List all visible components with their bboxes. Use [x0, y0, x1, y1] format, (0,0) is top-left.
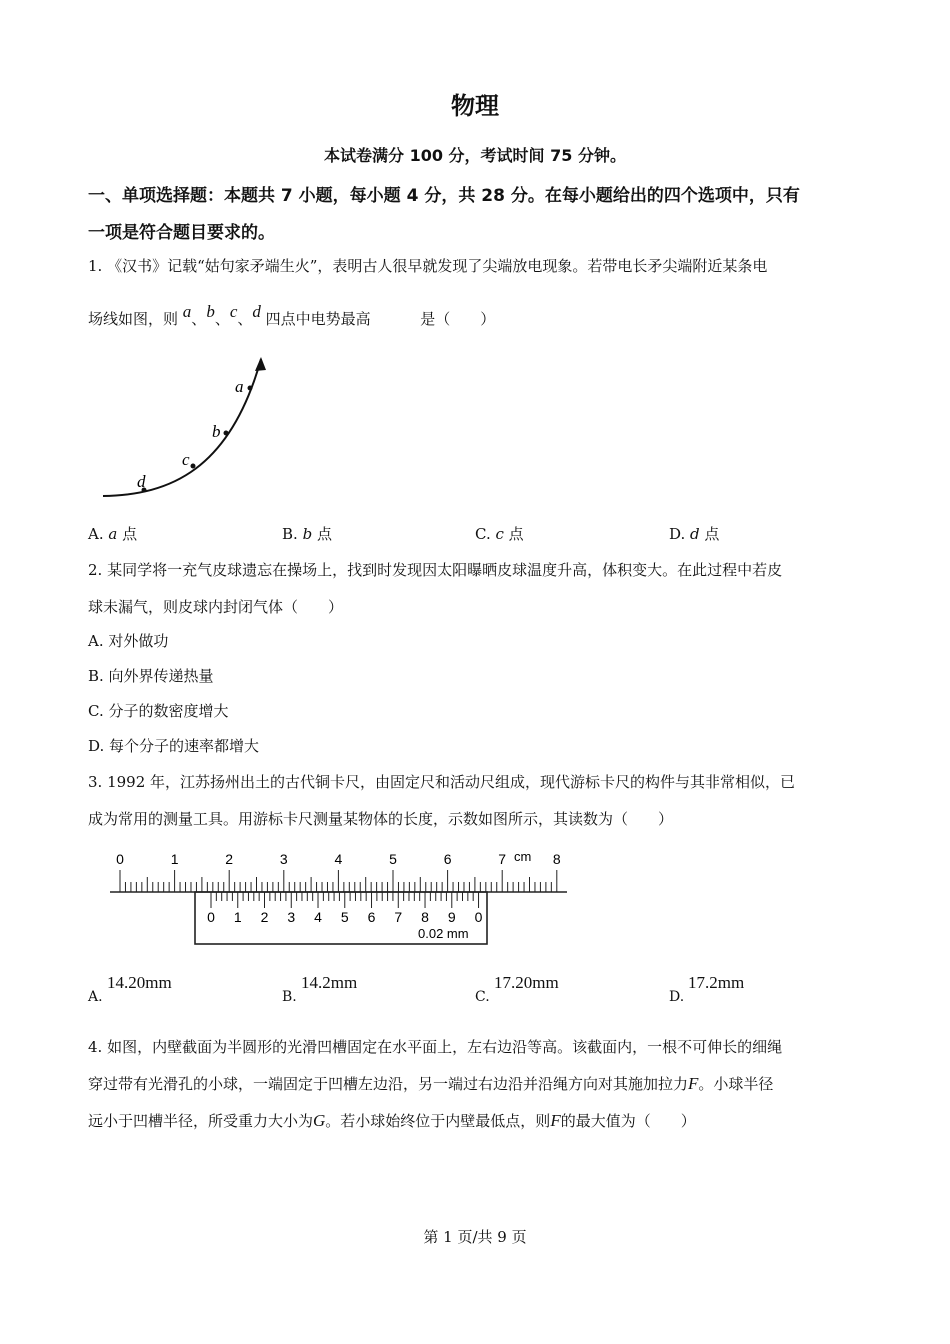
precision-label: 0.02 mm — [418, 926, 469, 941]
label-c: c — [182, 450, 190, 469]
q2-stem-line1: 2. 某同学将一充气皮球遗忘在操场上，找到时发现因太阳曝晒皮球温度升高，体积变大。在此过程中若皮 — [88, 561, 783, 579]
section-heading-line1: 一、单项选择题：本题共 7 小题，每小题 4 分，共 28 分。在每小题给出的四个选项中，只有 — [88, 186, 800, 206]
exam-info: 本试卷满分 100 分，考试时间 75 分钟。 — [324, 146, 626, 165]
label-d: d — [137, 472, 146, 491]
q3-option-d-letter[interactable]: D. — [669, 989, 685, 1005]
q4-text: 的最大值为（ ） — [560, 1112, 696, 1130]
main-tick-label: 3 — [279, 851, 288, 867]
q2-option-a[interactable]: A. 对外做功 — [88, 632, 169, 650]
q1-option-d[interactable] — [669, 523, 719, 544]
page-title: 物理 — [451, 92, 499, 120]
q4-text: 。若小球始终位于内壁最低点，则 — [325, 1112, 551, 1130]
vernier-tick-label: 9 — [447, 909, 456, 925]
q4-stem-line2 — [88, 1073, 773, 1094]
q1-stem-text-a: 场线如图，则 — [88, 310, 179, 328]
q2-option-b[interactable]: B. 向外界传递热量 — [88, 667, 214, 685]
point-b — [224, 431, 229, 436]
main-tick-label: 1 — [170, 851, 179, 867]
q3-option-b-letter[interactable]: B. — [282, 989, 297, 1005]
var-d: d — [252, 302, 261, 321]
vernier-tick-label: 5 — [340, 909, 349, 925]
unit-label: cm — [514, 849, 532, 864]
field-line-figure — [95, 355, 285, 505]
main-tick-label: 7 — [498, 851, 507, 867]
vernier-tick-label: 8 — [421, 909, 429, 925]
q1-option-a[interactable] — [88, 523, 137, 544]
q3-option-d-value: 17.2mm — [688, 973, 745, 992]
q3-stem-line1: 3. 1992 年，江苏扬州出土的古代铜卡尺，由固定尺和活动尺组成，现代游标卡尺的构件与其非常相似，已 — [88, 773, 796, 791]
main-tick-label: 4 — [334, 851, 343, 867]
vernier-tick-label: 0 — [207, 909, 215, 925]
label-b: b — [212, 422, 221, 441]
field-arrow — [255, 357, 266, 371]
q1-stem-line2 — [88, 302, 496, 329]
q3-option-c-letter[interactable]: C. — [475, 989, 490, 1005]
main-scale — [116, 851, 561, 892]
var-b: b — [206, 302, 215, 321]
vernier-tick-label: 6 — [367, 909, 376, 925]
var-F: F — [688, 1074, 699, 1093]
main-tick-label: 5 — [389, 851, 397, 867]
q1-stem-line1: 1. 《汉书》记载“姑句家矛端生火”，表明古人很早就发现了尖端放电现象。若带电长矛尖端附近某条电 — [88, 257, 768, 275]
var-c: c — [229, 302, 238, 321]
vernier-tick-label: 7 — [394, 909, 403, 925]
main-tick-label: 0 — [116, 851, 124, 867]
option-text: 点 — [312, 525, 332, 543]
main-tick-label: 8 — [552, 851, 561, 867]
q1-stem-text-b: 四点中电势最高 — [265, 310, 371, 328]
q2-stem-line2: 球未漏气，则皮球内封闭气体（ ） — [88, 598, 344, 616]
q3-option-a-value: 14.20mm — [107, 973, 172, 992]
q4-stem-line1: 4. 如图，内壁截面为半圆形的光滑凹槽固定在水平面上，左右边沿等高。该截面内，一根不可伸长的细绳 — [88, 1038, 783, 1056]
option-var: d — [690, 525, 700, 543]
q3-option-a-letter[interactable]: A. — [88, 989, 103, 1005]
vernier-tick-label: 2 — [260, 909, 269, 925]
point-a — [248, 386, 253, 391]
var-F: F — [550, 1111, 561, 1130]
option-letter: C. — [475, 525, 496, 543]
q4-text: 。小球半径 — [698, 1075, 774, 1093]
separator: 、 — [191, 310, 207, 328]
point-c — [191, 464, 196, 469]
separator: 、 — [214, 310, 230, 328]
vernier-tick-label: 4 — [314, 909, 322, 925]
option-letter: A. — [88, 525, 109, 543]
separator: 、 — [237, 310, 253, 328]
q3-stem-line2: 成为常用的测量工具。用游标卡尺测量某物体的长度，示数如图所示，其读数为（ ） — [88, 810, 674, 828]
q2-option-c[interactable]: C. 分子的数密度增大 — [88, 702, 229, 720]
main-tick-label: 2 — [225, 851, 234, 867]
main-tick-label: 6 — [443, 851, 452, 867]
option-text: 点 — [117, 525, 138, 543]
var-G: G — [313, 1111, 326, 1130]
option-text: 点 — [503, 525, 524, 543]
vernier-tick-label: 1 — [233, 909, 242, 925]
page-footer: 第 1 页/共 9 页 — [423, 1228, 527, 1246]
var-a: a — [182, 302, 192, 321]
option-var: b — [302, 525, 313, 543]
q3-option-b-value: 14.2mm — [301, 973, 358, 992]
vernier-scale — [207, 892, 483, 925]
q1-option-b[interactable] — [282, 523, 332, 544]
option-var: a — [108, 525, 118, 543]
option-var: c — [495, 525, 504, 543]
q1-stem-text-c: 是（ ） — [420, 310, 496, 328]
q4-stem-line3 — [88, 1110, 696, 1131]
option-text: 点 — [699, 525, 720, 543]
option-letter: B. — [282, 525, 303, 543]
option-letter: D. — [669, 525, 691, 543]
q2-option-d[interactable]: D. 每个分子的速率都增大 — [88, 737, 260, 755]
q4-text: 穿过带有光滑孔的小球，一端固定于凹槽左边沿，另一端过右边沿并沿绳方向对其施加拉力 — [88, 1075, 689, 1093]
vernier-tick-label: 3 — [287, 909, 296, 925]
section-heading-line2: 一项是符合题目要求的。 — [88, 223, 275, 243]
label-a: a — [235, 377, 244, 396]
vernier-caliper-figure — [100, 844, 580, 952]
vernier-tick-label: 0 — [474, 909, 483, 925]
q1-option-c[interactable] — [475, 523, 524, 544]
q3-option-c-value: 17.20mm — [494, 973, 559, 992]
q4-text: 远小于凹槽半径，所受重力大小为 — [88, 1112, 314, 1130]
